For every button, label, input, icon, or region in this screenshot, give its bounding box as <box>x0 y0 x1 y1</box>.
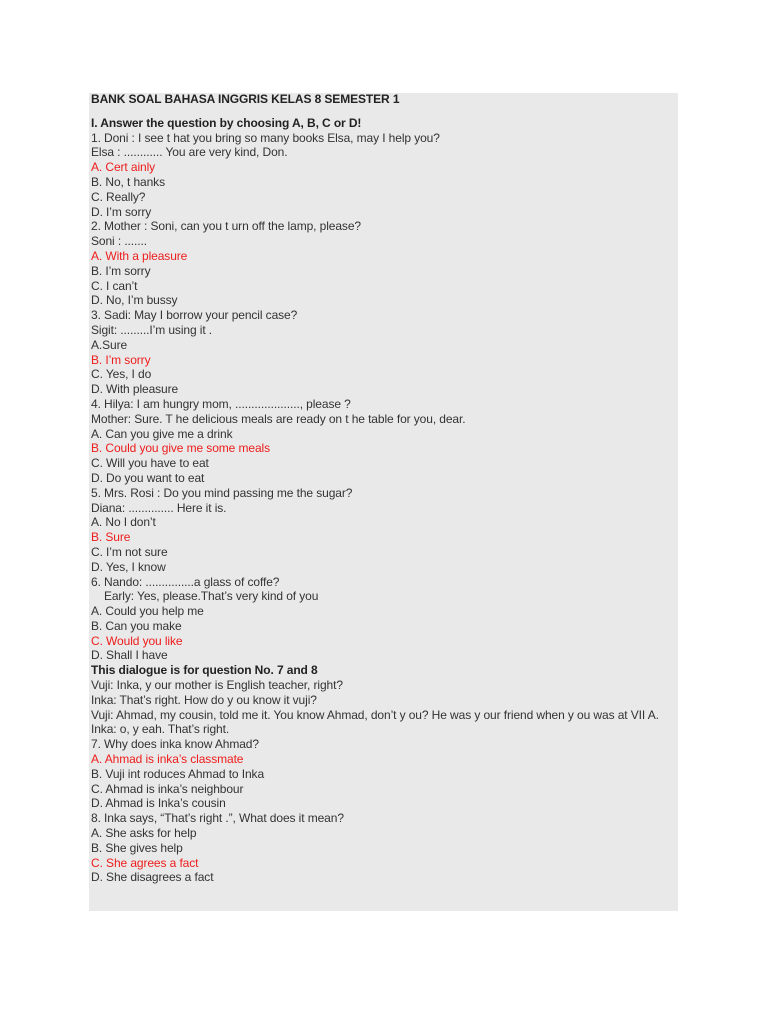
answer-option: D. She disagrees a fact <box>91 870 214 885</box>
answer-option-correct: B. Sure <box>91 530 131 545</box>
answer-option: A. She asks for help <box>91 826 197 841</box>
question-line: 3. Sadi: May I borrow your pencil case? <box>91 308 298 323</box>
question-line: 2. Mother : Soni, can you t urn off the lamp, please? <box>91 219 361 234</box>
answer-option: B. Vuji int roduces Ahmad to Inka <box>91 766 265 781</box>
answer-option: D. With pleasure <box>91 382 179 397</box>
dialogue-line: Mother: Sure. T he delicious meals are ready on t he table for you, dear. <box>91 411 466 426</box>
question-line: 6. Nando: ...............a glass of coffe? <box>91 574 280 589</box>
answer-option: D. Do you want to eat <box>91 470 205 485</box>
dialogue-line: Vuji: Inka, y our mother is English teacher, right? <box>91 678 343 693</box>
answer-option: A.Sure <box>91 337 128 352</box>
dialogue-line: Elsa : ............ You are very kind, Don. <box>91 145 288 160</box>
section-heading: I. Answer the question by choosing A, B, C or D! <box>91 115 362 130</box>
document-title: BANK SOAL BAHASA INGGRIS KELAS 8 SEMESTER 1 <box>91 92 400 106</box>
answer-option: D. No, I’m bussy <box>91 293 178 308</box>
answer-option: C. Really? <box>91 189 146 204</box>
answer-option: C. Yes, I do <box>91 367 152 382</box>
answer-option: B. I’m sorry <box>91 263 151 278</box>
answer-option: D. I’m sorry <box>91 204 152 219</box>
answer-option: D. Yes, I know <box>91 559 166 574</box>
section-heading: This dialogue is for question No. 7 and 8 <box>91 663 318 678</box>
answer-option: C. I can’t <box>91 278 138 293</box>
answer-option: B. She gives help <box>91 840 183 855</box>
dialogue-line: Diana: .............. Here it is. <box>91 500 227 515</box>
question-line: 4. Hilya: I am hungry mom, ...................., please ? <box>91 396 351 411</box>
dialogue-line: Inka: That’s right. How do y ou know it vuji? <box>91 692 317 707</box>
title-spacer <box>91 107 683 116</box>
answer-option-correct: A. With a pleasure <box>91 248 188 263</box>
answer-option: A. No I don’t <box>91 515 156 530</box>
dialogue-line: Vuji: Ahmad, my cousin, told me it. You know Ahmad, don’t y ou? He was y our friend when y ou was at VII A. <box>91 707 659 722</box>
answer-option-correct: C. Would you like <box>91 633 183 648</box>
question-line: 8. Inka says, “That’s right .”, What does it mean? <box>91 811 344 826</box>
question-line: 7. Why does inka know Ahmad? <box>91 737 259 752</box>
question-line: 1. Doni : I see t hat you bring so many books Elsa, may I help you? <box>91 130 440 145</box>
answer-option: B. Can you make <box>91 618 182 633</box>
answer-option-correct: A. Ahmad is inka’s classmate <box>91 752 244 767</box>
answer-option-correct: B. Could you give me some meals <box>91 441 270 456</box>
answer-option: A. Could you help me <box>91 604 204 619</box>
answer-option-correct: A. Cert ainly <box>91 160 156 175</box>
dialogue-line: Sigit: .........I’m using it . <box>91 322 213 337</box>
answer-option: B. No, t hanks <box>91 174 165 189</box>
dialogue-line: Soni : ....... <box>91 234 147 249</box>
answer-option: D. Shall I have <box>91 648 168 663</box>
answer-option-correct: B. I’m sorry <box>91 352 151 367</box>
question-list <box>91 116 683 885</box>
dialogue-line: Inka: o, y eah. That’s right. <box>91 722 230 737</box>
question-line: 5. Mrs. Rosi : Do you mind passing me the sugar? <box>91 485 353 500</box>
document-content <box>91 92 683 885</box>
dialogue-line: Early: Yes, please.That’s very kind of you <box>91 589 319 604</box>
answer-option: C. I’m not sure <box>91 544 168 559</box>
answer-option-correct: C. She agrees a fact <box>91 855 199 870</box>
answer-option: D. Ahmad is Inka’s cousin <box>91 796 226 811</box>
answer-option: C. Ahmad is inka’s neighbour <box>91 781 244 796</box>
answer-option: A. Can you give me a drink <box>91 426 233 441</box>
answer-option: C. Will you have to eat <box>91 456 209 471</box>
